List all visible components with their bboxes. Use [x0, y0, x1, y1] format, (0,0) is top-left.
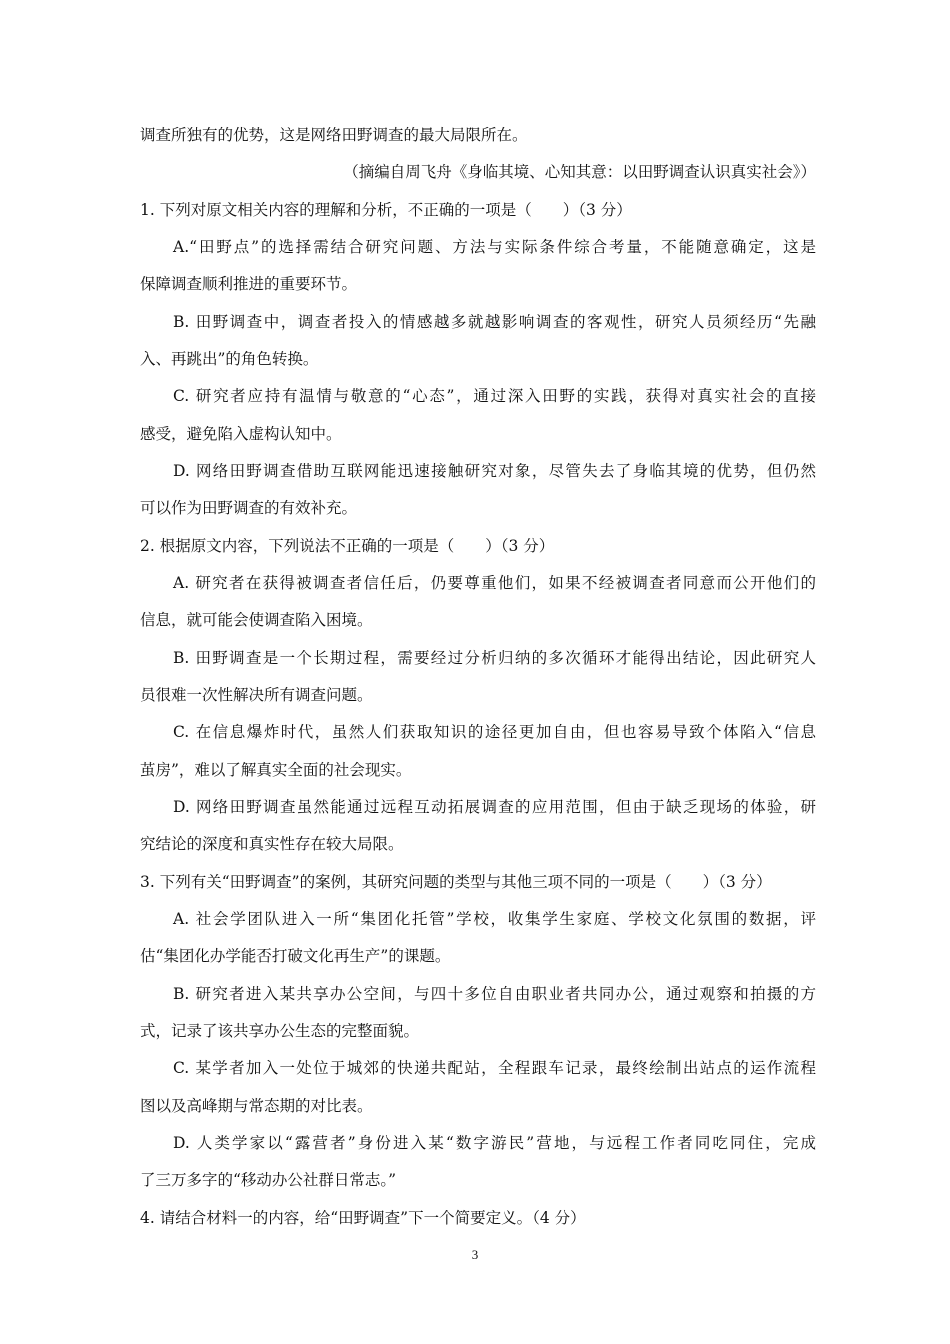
q3-option-c-line1: C. 某学者加入一处位于城郊的快递共配站，全程跟车记录，最终绘制出站点的运作流程	[173, 1059, 816, 1077]
question-2-stem: 2. 根据原文内容，下列说法不正确的一项是（ ）（3 分）	[140, 537, 555, 555]
q1-option-a-line1: A.“田野点”的选择需结合研究问题、方法与实际条件综合考量，不能随意确定，这是	[173, 238, 816, 256]
question-1-stem: 1. 下列对原文相关内容的理解和分析，不正确的一项是（ ）（3 分）	[140, 201, 632, 219]
q3-option-d-line1: D. 人类学家以“露营者”身份进入某“数字游民”营地，与远程工作者同吃同住，完成	[173, 1134, 816, 1152]
q1-option-b-line2: 入、再跳出”的角色转换。	[140, 350, 319, 368]
q2-option-d-line2: 究结论的深度和真实性存在较大局限。	[140, 835, 404, 853]
q1-option-a-line2: 保障调查顺利推进的重要环节。	[140, 275, 358, 293]
question-3-stem: 3. 下列有关“田野调查”的案例，其研究问题的类型与其他三项不同的一项是（ ）（3 分）	[140, 873, 772, 891]
q2-option-c-line1: C. 在信息爆炸时代，虽然人们获取知识的途径更加自由，但也容易导致个体陷入“信息	[173, 723, 816, 741]
source-citation: （摘编自周飞舟《身临其境、心知其意：以田野调查认识真实社会》）	[343, 163, 816, 181]
q1-option-d-line2: 可以作为田野调查的有效补充。	[140, 499, 358, 517]
q1-option-d-line1: D. 网络田野调查借助互联网能迅速接触研究对象，尽管失去了身临其境的优势，但仍然	[173, 462, 816, 480]
q2-option-a-line2: 信息，就可能会使调查陷入困境。	[140, 611, 373, 629]
q2-option-b-line1: B. 田野调查是一个长期过程，需要经过分析归纳的多次循环才能得出结论，因此研究人	[173, 649, 816, 667]
q3-option-b-line1: B. 研究者进入某共享办公空间，与四十多位自由职业者共同办公，通过观察和拍摄的方	[173, 985, 816, 1003]
q2-option-b-line2: 员很难一次性解决所有调查问题。	[140, 686, 373, 704]
page-number: 3	[471, 1247, 479, 1262]
q3-option-b-line2: 式，记录了该共享办公生态的完整面貌。	[140, 1022, 420, 1040]
question-4-stem: 4. 请结合材料一的内容，给“田野调查”下一个简要定义。（4 分）	[140, 1209, 586, 1227]
passage-end-line: 调查所独有的优势，这是网络田野调查的最大局限所在。	[140, 126, 528, 144]
q3-option-d-line2: 了三万多字的“移动办公社群日常志。”	[140, 1171, 397, 1189]
q1-option-c-line2: 感受，避免陷入虚构认知中。	[140, 425, 342, 443]
q3-option-a-line2: 估“集团化办学能否打破文化再生产”的课题。	[140, 947, 451, 965]
q1-option-c-line1: C. 研究者应持有温情与敬意的“心态”，通过深入田野的实践，获得对真实社会的直接	[173, 387, 816, 405]
q2-option-a-line1: A. 研究者在获得被调查者信任后，仍要尊重他们，如果不经被调查者同意而公开他们的	[173, 574, 816, 592]
q2-option-d-line1: D. 网络田野调查虽然能通过远程互动拓展调查的应用范围，但由于缺乏现场的体验，研	[173, 798, 816, 816]
q3-option-a-line1: A. 社会学团队进入一所“集团化托管”学校，收集学生家庭、学校文化氛围的数据，评	[173, 910, 816, 928]
q1-option-b-line1: B. 田野调查中，调查者投入的情感越多就越影响调查的客观性，研究人员须经历“先融	[173, 313, 816, 331]
q2-option-c-line2: 茧房”，难以了解真实全面的社会现实。	[140, 761, 412, 779]
q3-option-c-line2: 图以及高峰期与常态期的对比表。	[140, 1097, 373, 1115]
